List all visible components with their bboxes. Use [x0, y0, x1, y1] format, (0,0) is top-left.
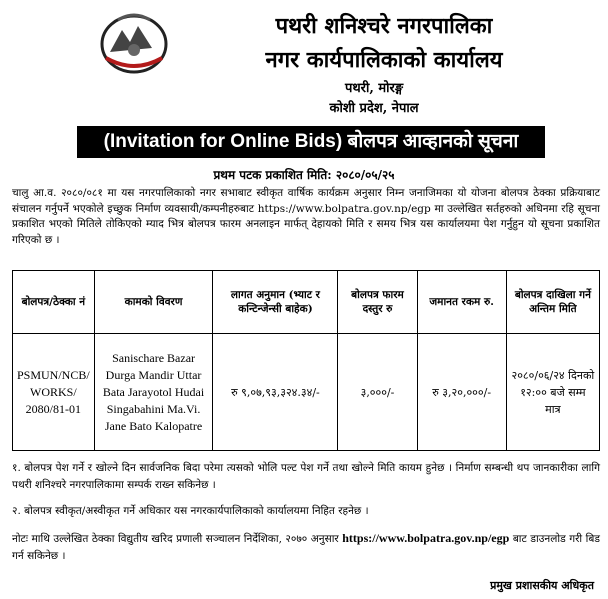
notice-banner: (Invitation for Online Bids) बोलपत्र आव्हानको सूचना — [77, 126, 545, 158]
intro-paragraph: चालु आ.व. २०८०/०८१ मा यस नगरपालिकाको नगर सभाबाट स्वीकृत वार्षिक कार्यक्रम अनुसार निम्न जनाजिमका यो योजना बोलपत्र ठेक्का प्रक्रियाबाट संचालन गर्नुपर्ने भएकोले इच्छुक निर्माण व्यवसायी/कम्पनीहरुबाट https://www.bolpatra.gov.np/egp मा उल्लेखित सर्तहरुको अधिनमा रहि सूचना प्रकाशित भएको मितिले तोकिएको म्याद भित्र बोलपत्र फारम अनलाइन मार्फत् देहायको मिति र समय भित्र यस कार्यालयमा पेश गर्नुहुन यो सूचना प्रकाशित गरिएको छ । — [12, 187, 600, 246]
note-3-prefix: नोटः माथि उल्लेखित ठेक्का विद्युतीय खरिद प्रणाली सञ्चालन निर्देशिका, २०७० अनुसार — [12, 533, 339, 545]
address-line: पथरी, मोरङ्ग — [344, 81, 404, 96]
cell-contract-no: PSMUN/NCB/ WORKS/ 2080/81-01 — [13, 334, 95, 451]
municipality-name: पथरी शनिश्चरे नगरपालिका — [275, 13, 493, 39]
province-line: कोशी प्रदेश, नेपाल — [329, 101, 419, 116]
table-row — [13, 334, 600, 451]
cell-deadline: २०८०/०६/२४ दिनको १२:०० बजे सम्म मात्र — [506, 334, 599, 451]
egp-link[interactable]: https://www.bolpatra.gov.np/egp — [342, 531, 510, 545]
cell-description: Sanischare Bazar Durga Mandir Uttar Bata Jarayotol Hudai Singabahini Ma.Vi. Jane Bato Kalopatre — [94, 334, 213, 451]
col-security: जमानत रकम रु. — [417, 271, 506, 334]
bid-table — [12, 270, 600, 451]
office-name: नगर कार्यपालिकाको कार्यालय — [265, 47, 503, 73]
col-contract-no: बोलपत्र/ठेक्का नं — [13, 271, 95, 334]
col-description: कामको विवरण — [94, 271, 213, 334]
cell-cost: रु ९,०७,९३,३२४.३४/- — [213, 334, 338, 451]
cell-fee: ३,०००/- — [338, 334, 417, 451]
table-header-row — [13, 271, 600, 334]
col-fee: बोलपत्र फारम दस्तुर रु — [338, 271, 417, 334]
col-deadline: बोलपत्र दाखिला गर्ने अन्तिम मिति — [506, 271, 599, 334]
col-cost: लागत अनुमान (भ्याट र कन्टिन्जेन्सी बाहेक) — [213, 271, 338, 334]
cell-security: रु ३,२०,०००/- — [417, 334, 506, 451]
note-1: १. बोलपत्र पेश गर्ने र खोल्ने दिन सार्वजनिक बिदा परेमा त्यसको भोलि पल्ट पेश गर्ने तथा खोल्ने मिति कायम हुनेछ । निर्माण सम्बन्धी थप जानकारीका लागि पथरी शनिश्चरे नगरपालिकामा सम्पर्क राख्न सकिनेछ । — [12, 462, 600, 491]
publish-date: प्रथम पटक प्रकाशित मिति: २०८०/०५/२५ — [213, 168, 395, 182]
note-3 — [12, 530, 600, 565]
signature-title: प्रमुख प्रशासकीय अधिकृत — [490, 579, 594, 592]
note-3-suffix: बाट डाउनलोड गरी बिड गर्न सकिनेछ । — [12, 533, 600, 562]
note-2: २. बोलपत्र स्वीकृत/अस्वीकृत गर्ने अधिकार यस नगरकार्यपालिकाको कार्यालयमा निहित रहनेछ । — [12, 505, 369, 517]
